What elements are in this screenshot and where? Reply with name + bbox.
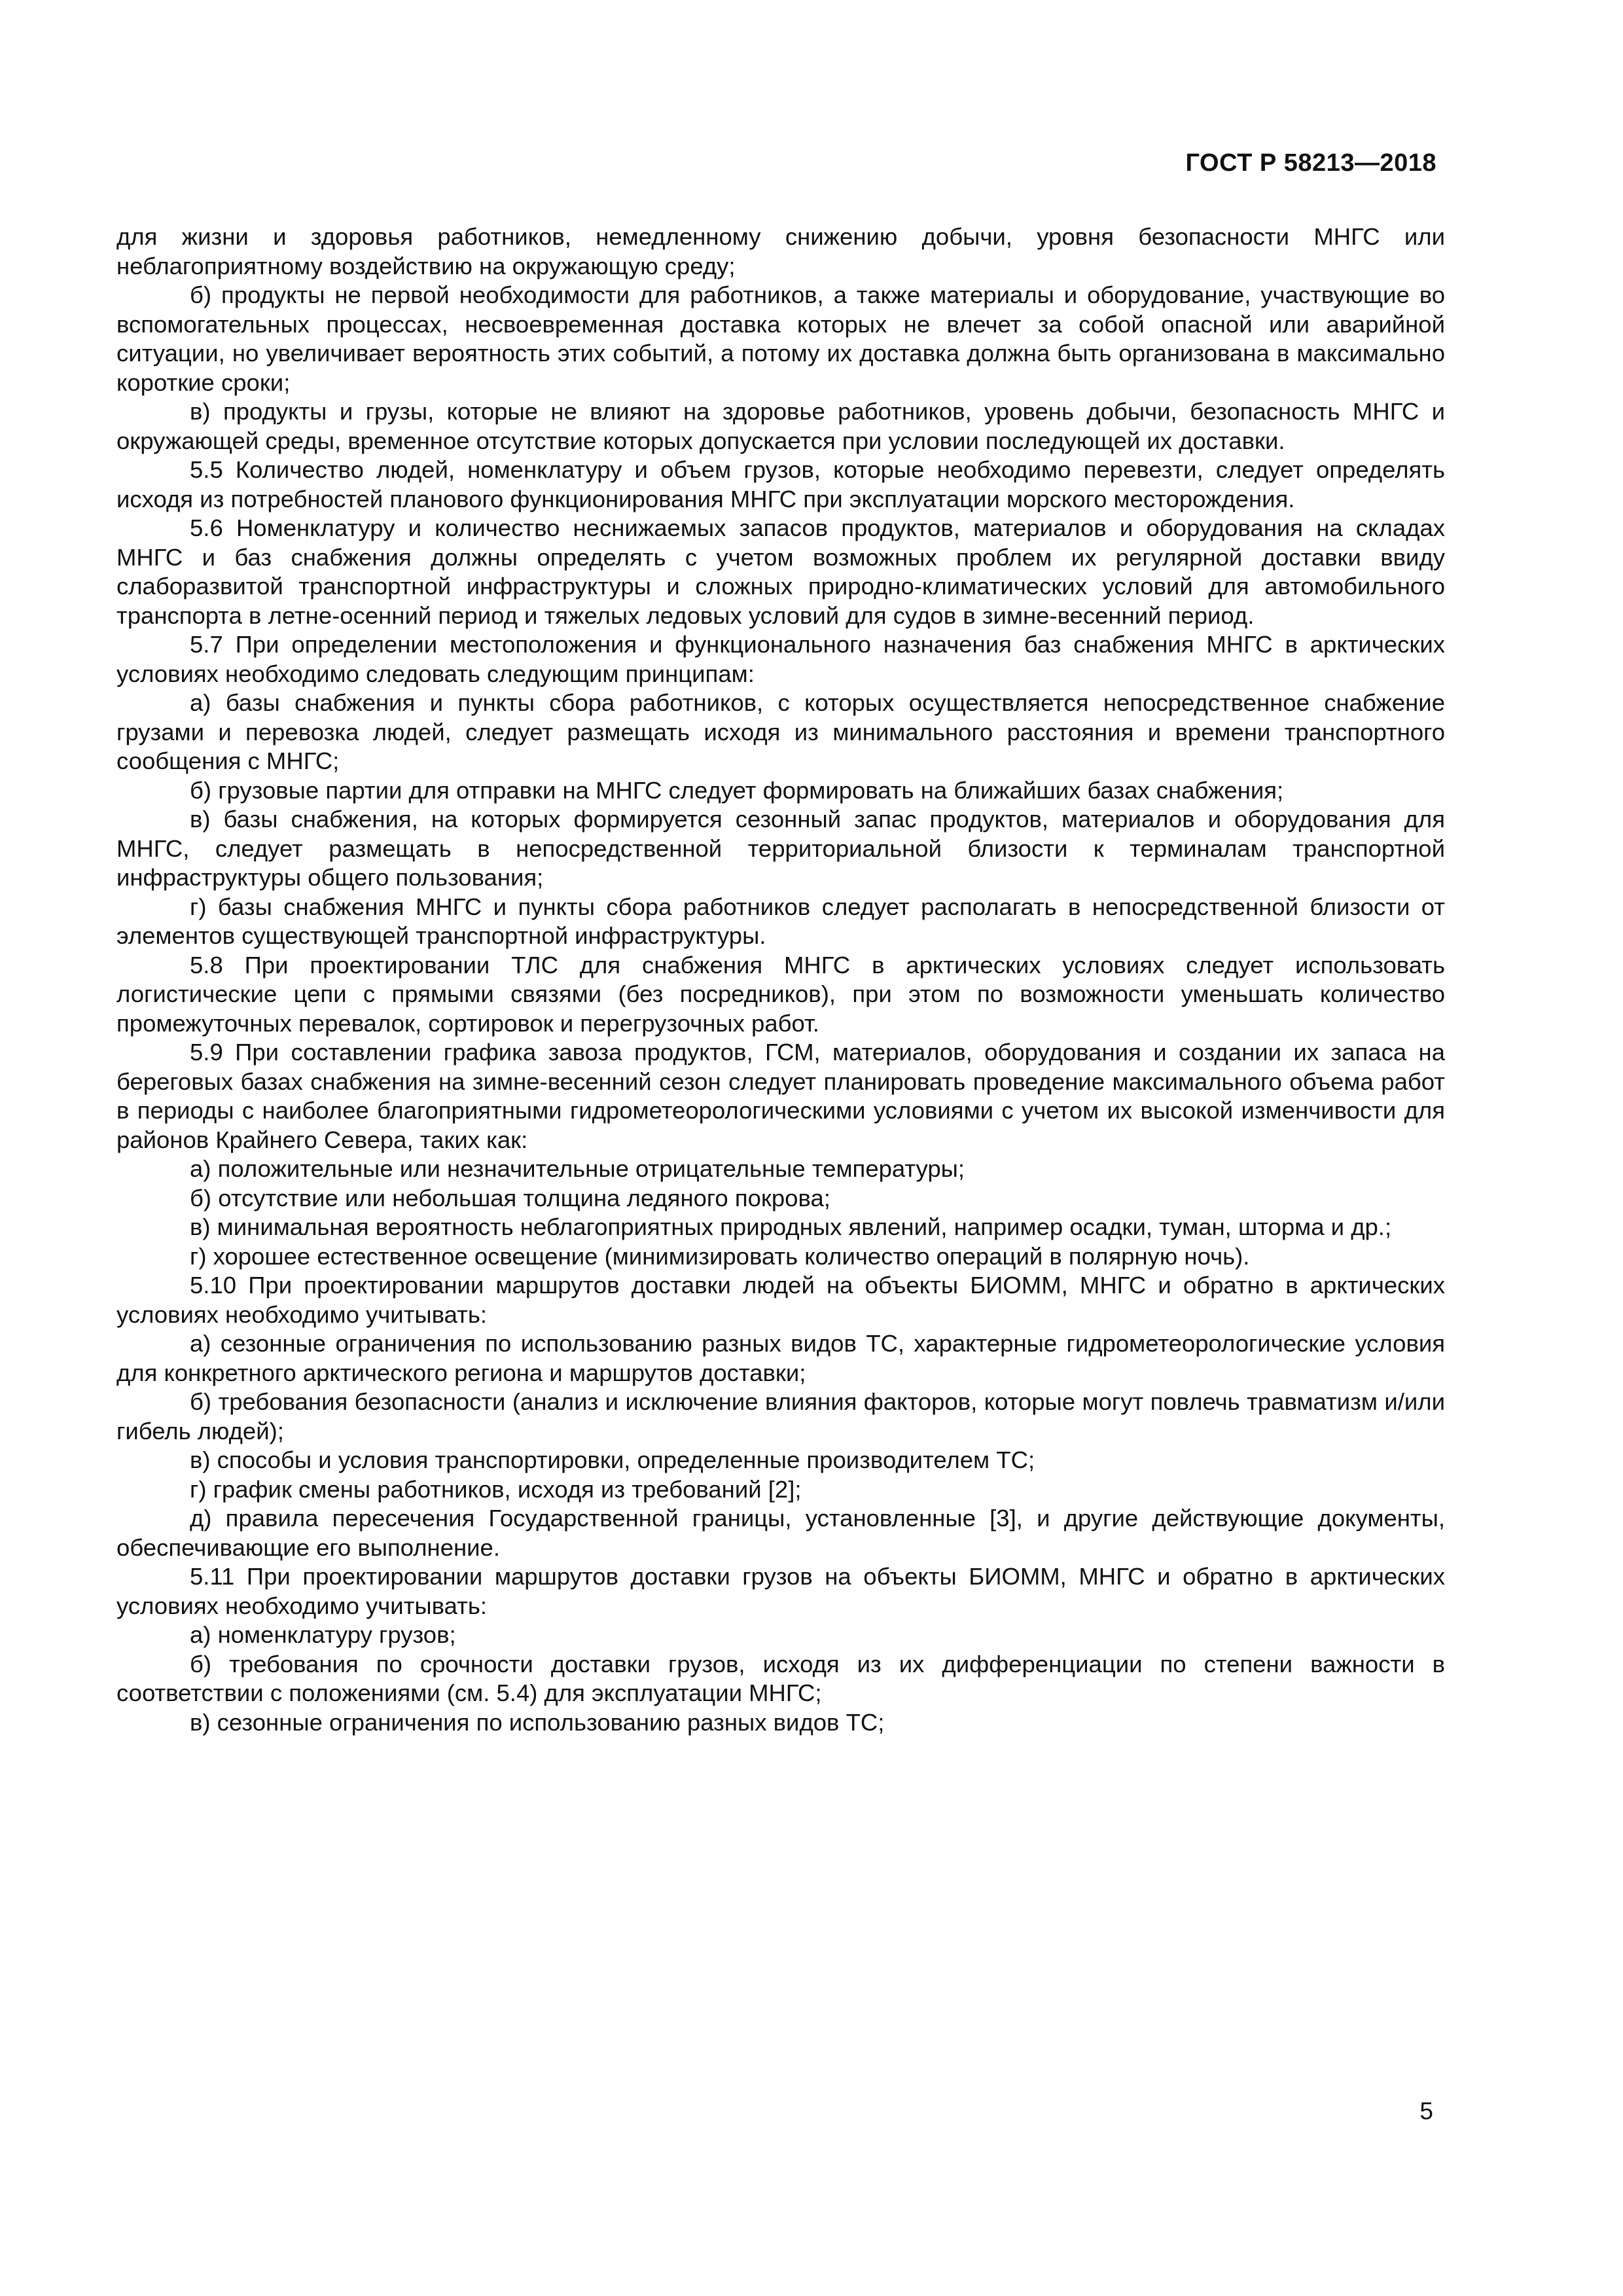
paragraph-5-11-v: в) сезонные ограничения по использованию разных видов ТС; — [190, 1708, 885, 1736]
paragraph-item-v-nonessentials: в) продукты и грузы, которые не влияют на здоровье работников, уровень добычи, безопасность МНГС и окружающей среды, временное отсутствие которых допускается при условии последующей их доставки. — [116, 398, 1445, 454]
paragraph-continuation: для жизни и здоровья работников, немедленному снижению добычи, уровня безопасности МНГС или неблагоприятному воздействию на окружающую среду; — [116, 223, 1445, 279]
paragraph-5-7: 5.7 При определении местоположения и функционального назначения баз снабжения МНГС в арктических условиях необходимо следовать следующим принципам: — [116, 631, 1445, 687]
paragraph-5-11-b: б) требования по срочности доставки грузов, исходя из их дифференциации по степени важности в соответствии с положениями (см. 5.4) для эксплуатации МНГС; — [116, 1650, 1445, 1706]
paragraph-5-6: 5.6 Номенклатуру и количество неснижаемых запасов продуктов, материалов и оборудования на складах МНГС и баз снабжения должны определять с учетом возможных проблем их регулярной доставки ввиду слаборазвитой транспортной инфраструктуры и сложных природно-климатических условий для автомобильного транспорта в летне-осенний период и тяжелых ледовых условий для судов в зимне-весенний период. — [116, 514, 1445, 629]
paragraph-5-10-a: а) сезонные ограничения по использованию разных видов ТС, характерные гидрометеорологические условия для конкретного арктического региона и маршрутов доставки; — [116, 1330, 1445, 1386]
paragraph-5-9-b: б) отсутствие или небольшая толщина ледяного покрова; — [190, 1184, 830, 1211]
paragraph-5-8: 5.8 При проектировании ТЛС для снабжения МНГС в арктических условиях следует использовать логистические цепи с прямыми связями (без посредников), при этом по возможности уменьшать количество промежуточных перевалок, сортировок и перегрузочных работ. — [116, 951, 1445, 1037]
paragraph-5-10: 5.10 При проектировании маршрутов доставки людей на объекты БИОММ, МНГС и обратно в арктических условиях необходимо учитывать: — [116, 1272, 1445, 1328]
page-number: 5 — [1419, 2098, 1433, 2125]
paragraph-5-7-v: в) базы снабжения, на которых формируется сезонный запас продуктов, материалов и оборудования для МНГС, следует размещать в непосредственной территориальной близости к терминалам транспортной инфраструктуры общего пользования; — [116, 806, 1445, 891]
paragraph-5-10-v: в) способы и условия транспортировки, определенные производителем ТС; — [190, 1446, 1035, 1473]
paragraph-item-b-essentials: б) продукты не первой необходимости для работников, а также материалы и оборудование, участвующие во вспомогательных процессах, несвоевременная доставка которых не влечет за собой опасной или аварийной ситуации, но увеличивает вероятность этих событий, а потому их доставка должна быть организована в максимально короткие сроки; — [116, 281, 1445, 396]
paragraph-5-7-g: г) базы снабжения МНГС и пункты сбора работников следует располагать в непосредственной близости от элементов существующей транспортной инфраструктуры. — [116, 893, 1445, 949]
document-body — [116, 223, 1445, 1737]
standard-id-header: ГОСТ Р 58213—2018 — [1185, 149, 1436, 177]
paragraph-5-5: 5.5 Количество людей, номенклатуру и объем грузов, которые необходимо перевезти, следует определять исходя из потребностей планового функционирования МНГС при эксплуатации морского месторождения. — [116, 456, 1445, 512]
paragraph-5-7-b: б) грузовые партии для отправки на МНГС следует формировать на ближайших базах снабжения; — [190, 776, 1284, 804]
paragraph-5-10-d: д) правила пересечения Государственной границы, установленные [3], и другие действующие документы, обеспечивающие его выполнение. — [116, 1505, 1445, 1561]
paragraph-5-9-g: г) хорошее естественное освещение (минимизировать количество операций в полярную ночь). — [190, 1242, 1250, 1270]
paragraph-5-9-a: а) положительные или незначительные отрицательные температуры; — [190, 1155, 965, 1182]
paragraph-5-11-a: а) номенклатуру грузов; — [190, 1621, 456, 1648]
paragraph-5-11: 5.11 При проектировании маршрутов доставки грузов на объекты БИОММ, МНГС и обратно в арктических условиях необходимо учитывать: — [116, 1563, 1445, 1619]
paragraph-5-7-a: а) базы снабжения и пункты сбора работников, с которых осуществляется непосредственное снабжение грузами и перевозка людей, следует размещать исходя из минимального расстояния и времени транспортного сообщения с МНГС; — [116, 689, 1445, 774]
paragraph-5-10-b: б) требования безопасности (анализ и исключение влияния факторов, которые могут повлечь травматизм и/или гибель людей); — [116, 1388, 1445, 1444]
paragraph-5-10-g: г) график смены работников, исходя из требований [2]; — [190, 1475, 802, 1503]
paragraph-5-9: 5.9 При составлении графика завоза продуктов, ГСМ, материалов, оборудования и создании их запаса на береговых базах снабжения на зимне-весенний сезон следует планировать проведение максимального объема работ в периоды с наиболее благоприятными гидрометеорологическими условиями с учетом их высокой изменчивости для районов Крайнего Севера, таких как: — [116, 1039, 1445, 1153]
paragraph-5-9-v: в) минимальная вероятность неблагоприятных природных явлений, например осадки, туман, шторма и др.; — [190, 1213, 1392, 1240]
